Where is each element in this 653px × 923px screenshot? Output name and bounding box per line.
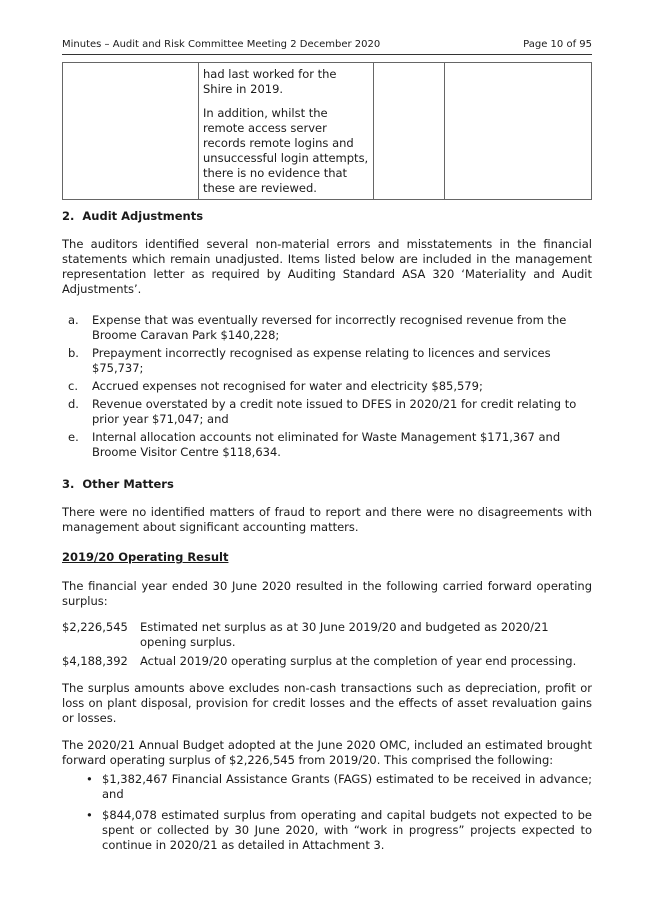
list-item-text: Prepayment incorrectly recognised as expense relating to licences and services $75,737; (92, 346, 551, 375)
list-item (62, 346, 592, 376)
section-3 (62, 477, 592, 535)
surplus-amount: $4,188,392 (62, 654, 128, 668)
table-cell (445, 63, 592, 200)
list-item-text: $1,382,467 Financial Assistance Grants (FAGS) estimated to be received in advance; and (102, 772, 592, 801)
findings-table (62, 62, 592, 200)
paragraph: There were no identified matters of fraud to report and there were no disagreements with management about significant accounting matters. (62, 505, 592, 534)
table-cell (374, 63, 445, 200)
surplus-description: Actual 2019/20 operating surplus at the completion of year end processing. (140, 654, 577, 668)
list-item (62, 379, 592, 394)
paragraph: The financial year ended 30 June 2020 resulted in the following carried forward operating surplus: (62, 579, 592, 608)
surplus-description: Estimated net surplus as at 30 June 2019/20 and budgeted as 2020/21 opening surplus. (140, 620, 549, 649)
surplus-row (62, 654, 592, 669)
table-row (63, 63, 592, 200)
adjustments-list (62, 313, 592, 463)
page-number: Page 10 of 95 (523, 39, 592, 50)
table-cell (199, 63, 374, 200)
bullet-icon: • (86, 808, 93, 822)
section-2 (62, 209, 592, 297)
surplus-amount: $2,226,545 (62, 620, 128, 634)
page-header (62, 39, 592, 50)
surplus-row (62, 620, 592, 650)
header-rule (62, 54, 592, 55)
list-item (62, 808, 592, 853)
list-item-text: $844,078 estimated surplus from operating and capital budgets not expected to be spent or collected by 30 June 2020, with “work in progress” projects expected to continue in 2020/21 as detailed in Attachment 3. (102, 808, 592, 852)
operating-result-section (62, 550, 592, 859)
section-heading: 3. Other Matters (62, 477, 174, 491)
list-item-text: Accrued expenses not recognised for water and electricity $85,579; (92, 379, 483, 393)
paragraph: The auditors identified several non-material errors and misstatements in the financial statements which remain unadjusted. Items listed below are included in the management representation letter as required by Auditing Standard ASA 320 ‘Materiality and Audit Adjustments’. (62, 237, 592, 296)
paragraph: The surplus amounts above excludes non-cash transactions such as depreciation, profit or loss on plant disposal, provision for credit losses and the effects of asset revaluation gains or losses. (62, 681, 592, 725)
list-marker: b. (68, 346, 79, 360)
bullet-list (62, 772, 592, 853)
list-item (62, 772, 592, 802)
list-marker: d. (68, 397, 79, 411)
table-cell (63, 63, 199, 200)
list-marker: c. (68, 379, 78, 393)
table-cell-text: had last worked for the Shire in 2019. (203, 67, 337, 96)
list-item (62, 397, 592, 427)
list-marker: a. (68, 313, 79, 327)
list-marker: e. (68, 430, 79, 444)
table-cell-text: In addition, whilst the remote access server records remote logins and unsuccessful login attempts, there is no evidence that these are reviewed. (203, 106, 369, 195)
list-item (62, 430, 592, 460)
header-title: Minutes – Audit and Risk Committee Meeting 2 December 2020 (62, 39, 381, 50)
section-heading: 2. Audit Adjustments (62, 209, 204, 223)
paragraph: The 2020/21 Annual Budget adopted at the June 2020 OMC, included an estimated brought forward operating surplus of $2,226,545 from 2019/20. This comprised the following: (62, 738, 592, 767)
section-heading: 2019/20 Operating Result (62, 550, 229, 564)
list-item (62, 313, 592, 343)
list-item-text: Revenue overstated by a credit note issued to DFES in 2020/21 for credit relating to prior year $71,047; and (92, 397, 577, 426)
list-item-text: Internal allocation accounts not eliminated for Waste Management $171,367 and Broome Visitor Centre $118,634. (92, 430, 561, 459)
bullet-icon: • (86, 772, 93, 786)
list-item-text: Expense that was eventually reversed for incorrectly recognised revenue from the Broome Caravan Park $140,228; (92, 313, 567, 342)
surplus-rows (62, 620, 592, 669)
